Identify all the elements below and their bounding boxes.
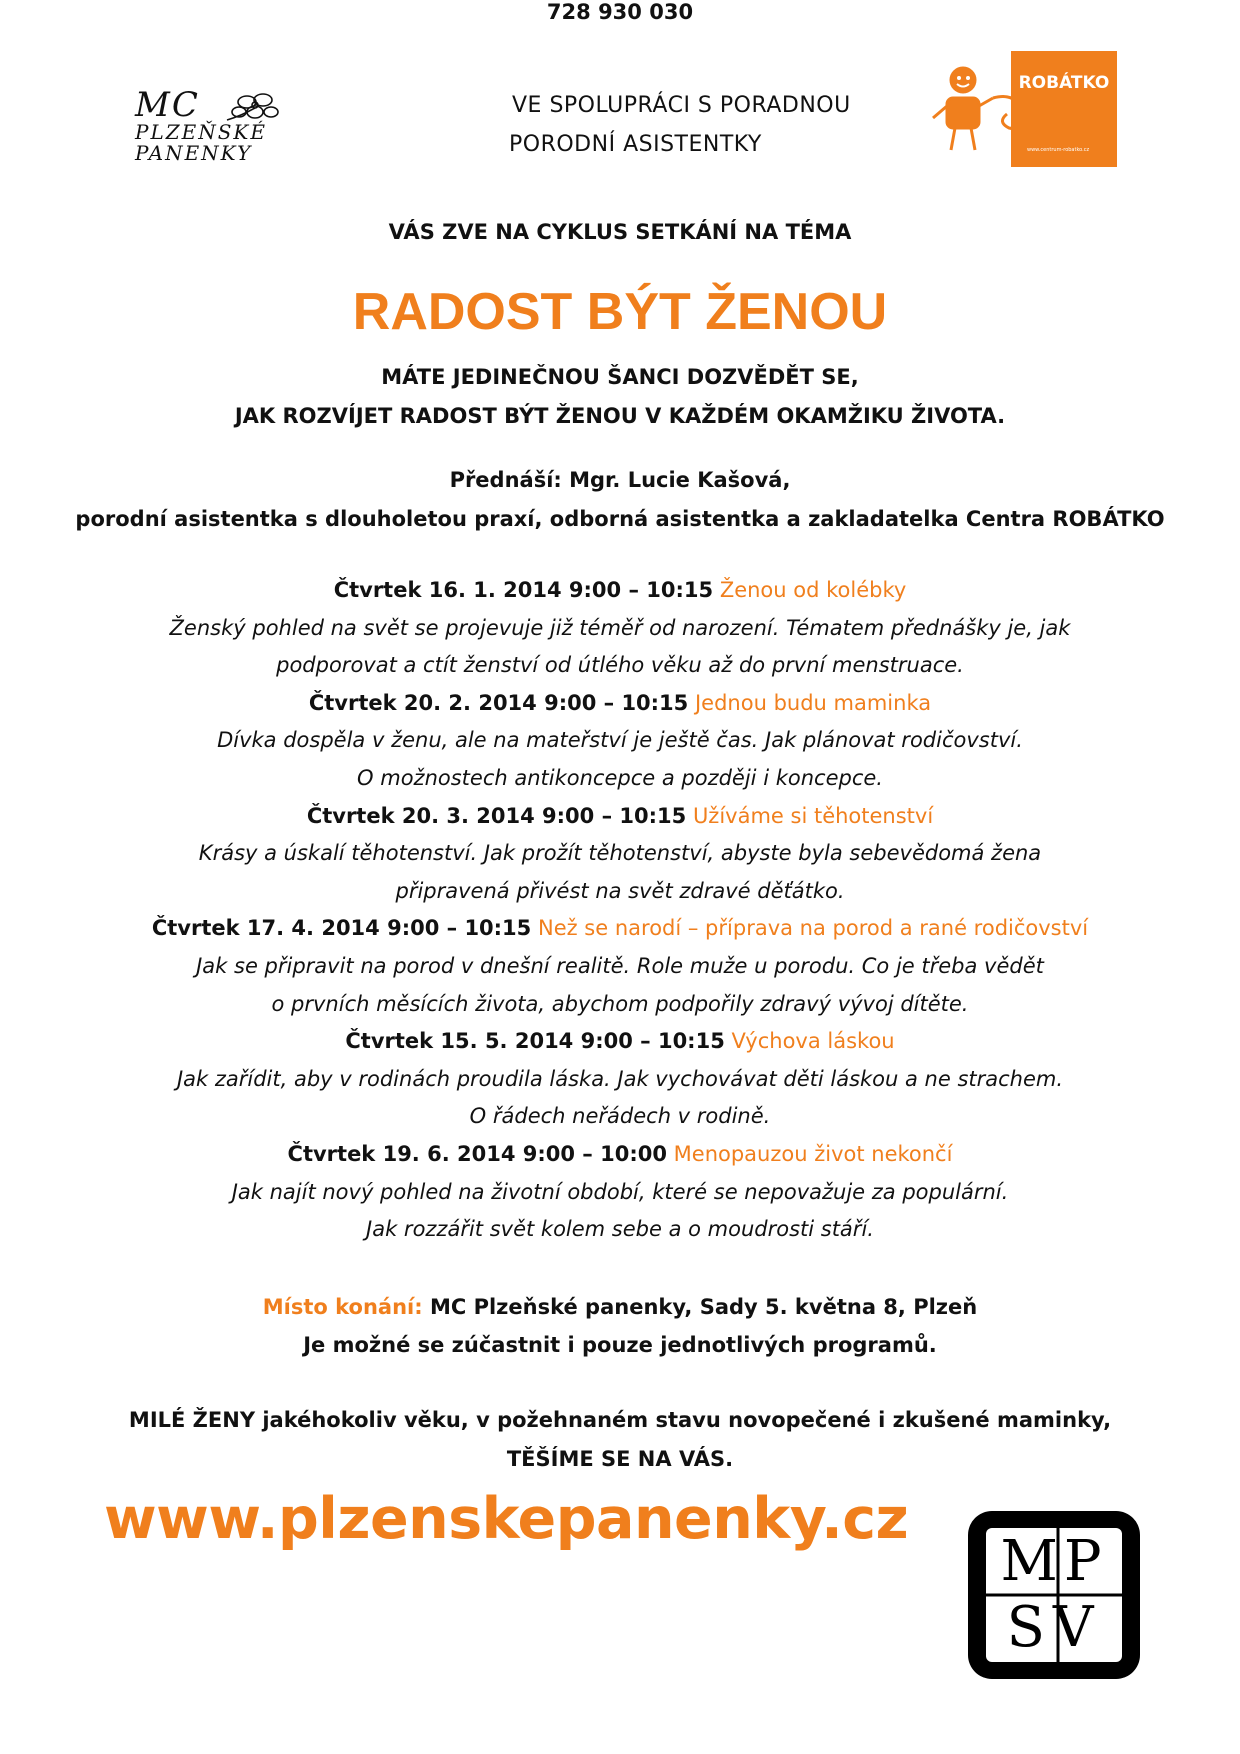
venue-info xyxy=(0,1288,1240,1364)
robatko-label: ROBÁTKO xyxy=(1018,73,1110,93)
mpsv-top: MP xyxy=(1000,1529,1108,1594)
venue-note: Je možné se zúčastnit i pouze jednotlivých programů. xyxy=(303,1333,937,1357)
session-item xyxy=(0,1136,1240,1249)
session-desc-line: Jak se připravit na porod v dnešní realitě. Role muže u porodu. Co je třeba vědět xyxy=(196,953,1044,978)
session-date: Čtvrtek 16. 1. 2014 9:00 – 10:15 xyxy=(333,578,714,602)
cooperation-text xyxy=(509,86,851,164)
subtitle-line1: MÁTE JEDINEČNOU ŠANCI DOZVĚDĚT SE, xyxy=(381,365,859,389)
venue-label: Místo konání: xyxy=(262,1295,423,1319)
session-item xyxy=(0,798,1240,911)
phone-number: 728 930 030 xyxy=(546,0,694,24)
session-desc-line: Ženský pohled na svět se projevuje již téměř od narození. Tématem přednášky je, jak xyxy=(169,615,1071,640)
session-date: Čtvrtek 19. 6. 2014 9:00 – 10:00 xyxy=(287,1141,667,1166)
mc-logo-line1: MC xyxy=(135,85,200,125)
session-topic: Než se narodí – příprava na porod a rané rodičovství xyxy=(537,916,1089,941)
session-date: Čtvrtek 17. 4. 2014 9:00 – 10:15 xyxy=(151,916,532,941)
session-item xyxy=(0,910,1240,1023)
session-desc-line: O možnostech antikoncepce a později i koncepce. xyxy=(357,765,883,790)
lecturer-line1: Přednáší: Mgr. Lucie Kašová, xyxy=(449,468,791,492)
session-item xyxy=(0,685,1240,798)
session-desc-line: Jak zařídit, aby v rodinách proudila láska. Jak vychovávat děti láskou a ne strachem. xyxy=(176,1066,1064,1091)
session-desc-line: O řádech neřádech v rodině. xyxy=(469,1104,771,1129)
sessions-list xyxy=(0,572,1240,1249)
invite-heading: VÁS ZVE NA CYKLUS SETKÁNÍ NA TÉMA xyxy=(388,220,852,244)
mc-plzenske-panenky-logo xyxy=(135,85,310,166)
closing-message xyxy=(0,1401,1240,1479)
session-desc-line: Jak najít nový pohled na životní období, které se nepovažuje za populární. xyxy=(231,1179,1009,1204)
subtitle xyxy=(0,358,1240,436)
mpsv-bottom: SV xyxy=(1006,1595,1102,1660)
session-topic: Jednou budu maminka xyxy=(694,690,932,715)
lecturer-line2: porodní asistentka s dlouholetou praxí, odborná asistentka a zakladatelka Centra ROBÁTKO xyxy=(75,507,1165,531)
session-item xyxy=(0,572,1240,685)
session-desc-line: Krásy a úskalí těhotenství. Jak prožít těhotenství, abyste byla sebevědomá žena xyxy=(198,841,1042,866)
cooperation-line2: PORODNÍ ASISTENTKY xyxy=(509,132,762,157)
lecturer-info xyxy=(0,461,1240,539)
session-desc-line: Dívka dospěla v ženu, ale na mateřství je ještě čas. Jak plánovat rodičovství. xyxy=(217,728,1023,753)
session-topic: Užíváme si těhotenství xyxy=(692,803,934,828)
closing-line2: TĚŠÍME SE NA VÁS. xyxy=(506,1447,734,1471)
robatko-url: www.centrum-robatko.cz xyxy=(1027,147,1090,153)
flower-icon xyxy=(225,90,285,124)
venue-address: MC Plzeňské panenky, Sady 5. května 8, Plzeň xyxy=(429,1295,978,1319)
session-item xyxy=(0,1023,1240,1136)
session-date: Čtvrtek 20. 3. 2014 9:00 – 10:15 xyxy=(306,803,687,828)
session-date: Čtvrtek 15. 5. 2014 9:00 – 10:15 xyxy=(345,1029,725,1054)
mc-logo-line2: PLZEŇSKÉ xyxy=(135,120,267,144)
session-desc-line: připravená přivést na svět zdravé děťátko. xyxy=(395,878,845,903)
mpsv-logo xyxy=(968,1511,1140,1679)
subtitle-line2: JAK ROZVÍJET RADOST BÝT ŽENOU V KAŽDÉM OKAMŽIKU ŽIVOTA. xyxy=(234,404,1006,428)
session-desc-line: o prvních měsících života, abychom podpořily zdravý vývoj dítěte. xyxy=(271,991,969,1016)
website-link[interactable]: www.plzenskepanenky.cz xyxy=(104,1486,909,1552)
robatko-logo xyxy=(1011,51,1117,167)
robot-figure-icon xyxy=(925,62,1025,162)
page-title: RADOST BÝT ŽENOU xyxy=(352,283,888,341)
mc-logo-line3: PANENKY xyxy=(135,141,253,165)
session-desc-line: Jak rozzářit svět kolem sebe a o moudrosti stáří. xyxy=(366,1217,874,1242)
session-date: Čtvrtek 20. 2. 2014 9:00 – 10:15 xyxy=(308,690,689,715)
cooperation-line1: VE SPOLUPRÁCI S PORADNOU xyxy=(512,93,851,118)
session-topic: Menopauzou život nekončí xyxy=(673,1141,953,1166)
session-topic: Výchova láskou xyxy=(731,1029,895,1054)
session-topic: Ženou od kolébky xyxy=(719,578,907,602)
session-desc-line: podporovat a ctít ženství od útlého věku až do první menstruace. xyxy=(276,653,964,678)
closing-line1: MILÉ ŽENY jakéhokoliv věku, v požehnaném stavu novopečené i zkušené maminky, xyxy=(128,1408,1112,1432)
